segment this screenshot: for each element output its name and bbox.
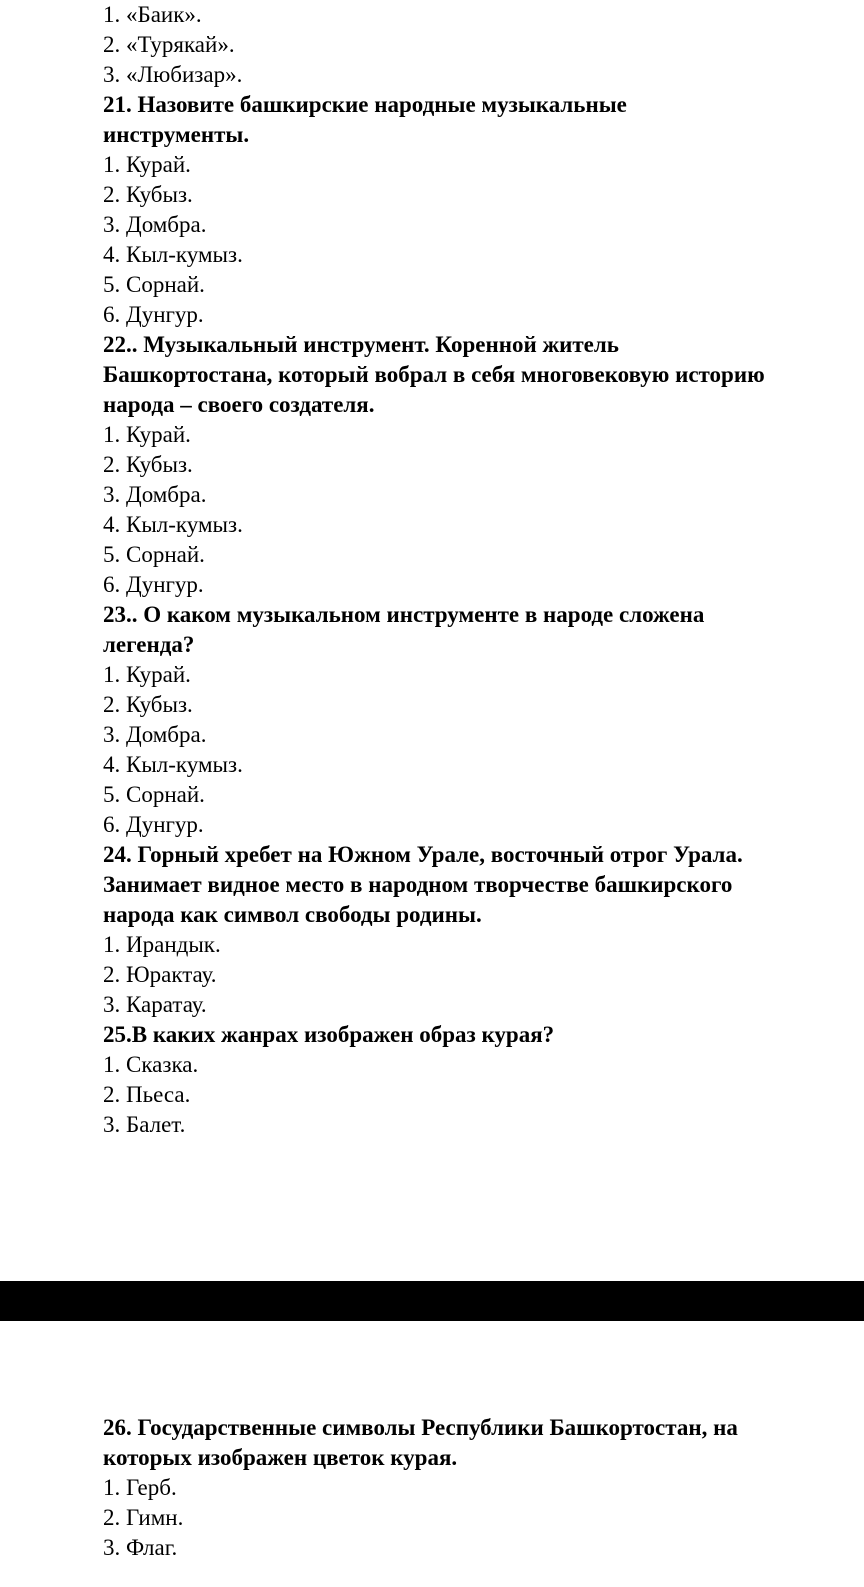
answer-option: 3. Домбра. (103, 482, 207, 507)
answer-option: 5. Сорнай. (103, 272, 205, 297)
question-26 (103, 1413, 864, 1563)
question-24 (103, 840, 864, 1020)
answer-option: 1. Курай. (103, 662, 191, 687)
answer-option: 3. «Любизар». (103, 62, 243, 87)
question-title-line: легенда? (103, 632, 195, 657)
document-page-top (103, 0, 864, 1140)
answer-option: 1. Герб. (103, 1475, 177, 1500)
document-page-bottom (103, 1413, 864, 1563)
answer-option: 5. Сорнай. (103, 782, 205, 807)
question-22 (103, 330, 864, 600)
answer-option: 2. Пьеса. (103, 1082, 191, 1107)
answer-option: 6. Дунгур. (103, 572, 204, 597)
answer-option: 3. Домбра. (103, 722, 207, 747)
page-separator-bar (0, 1281, 864, 1321)
answer-option: 5. Сорнай. (103, 542, 205, 567)
question-title-line: 26. Государственные символы Республики Башкортостан, на (103, 1415, 738, 1440)
answer-option: 3. Домбра. (103, 212, 207, 237)
answer-option: 4. Кыл-кумыз. (103, 512, 243, 537)
question-title-line: инструменты. (103, 122, 250, 147)
answer-option: 4. Кыл-кумыз. (103, 752, 243, 777)
question-title-line: Занимает видное место в народном творчестве башкирского (103, 872, 733, 897)
question-title-line: Башкортостана, который вобрал в себя многовековую историю (103, 362, 765, 387)
answer-option: 4. Кыл-кумыз. (103, 242, 243, 267)
question-title-line: 21. Назовите башкирские народные музыкальные (103, 92, 627, 117)
answer-option: 3. Балет. (103, 1112, 186, 1137)
answer-option: 2. Кубыз. (103, 182, 193, 207)
question-title-line: народа как символ свободы родины. (103, 902, 482, 927)
answer-option: 3. Каратау. (103, 992, 207, 1017)
answer-option: 2. Гимн. (103, 1505, 184, 1530)
question-25 (103, 1020, 864, 1140)
question-title-line: 22.. Музыкальный инструмент. Коренной житель (103, 332, 619, 357)
answer-option: 6. Дунгур. (103, 302, 204, 327)
answer-option: 2. «Турякай». (103, 32, 235, 57)
question-title-line: которых изображен цветок курая. (103, 1445, 458, 1470)
answer-option: 1. Курай. (103, 152, 191, 177)
question-21 (103, 90, 864, 330)
answer-option: 2. Юрактау. (103, 962, 217, 987)
question-title-line: 23.. О каком музыкальном инструменте в народе сложена (103, 602, 705, 627)
question-23 (103, 600, 864, 840)
answer-option: 1. Ирандык. (103, 932, 221, 957)
question-title-line: 25.В каких жанрах изображен образ курая? (103, 1022, 555, 1047)
question-title-line: народа – своего создателя. (103, 392, 375, 417)
answer-option: 1. Курай. (103, 422, 191, 447)
answer-option: 3. Флаг. (103, 1535, 178, 1560)
answer-option: 1. Сказка. (103, 1052, 199, 1077)
answer-option: 2. Кубыз. (103, 452, 193, 477)
answer-option: 1. «Баик». (103, 2, 202, 27)
question-title-line: 24. Горный хребет на Южном Урале, восточный отрог Урала. (103, 842, 743, 867)
answer-option: 2. Кубыз. (103, 692, 193, 717)
answer-option: 6. Дунгур. (103, 812, 204, 837)
